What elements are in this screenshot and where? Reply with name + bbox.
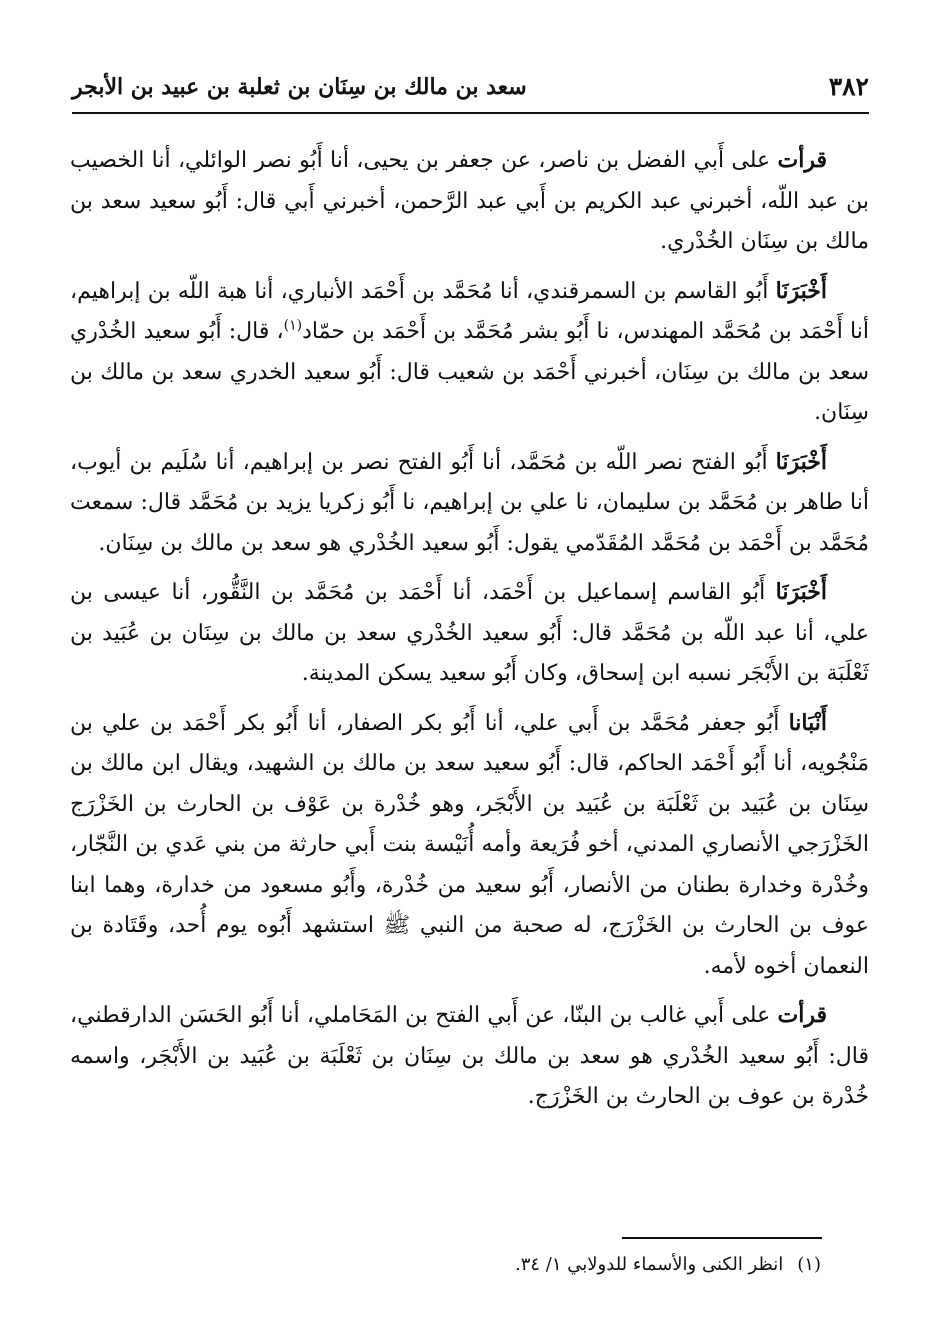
paragraph-text: أَبُو جعفر مُحَمَّد بن أَبي علي، أنا أَبُو بكر الصفار، أنا أَبُو بكر أَحْمَد بن علي بن مَنْجُويه، أنا أَبُو أَحْمَد الحاكم، قال: أَبُو سعيد سعد بن مالك بن الشهيد، ويقال ابن مالك بن سِنَان بن عُبَيد بن ثَعْلَبَة بن عُبَيد بن الأَبْجَر، وهو خُدْرة بن عَوْف بن الحارث بن الخَزْرَج الخَزْرَجي الأنصاري المدني، أخو فُرَيعة وأمه أُنَيْسة بنت أَبي حارثة من بني عَدي بن النَّجّار، وخُدْرة وخدارة بطنان من الأنصار، أَبُو سعيد من خُدْرة، وأَبُو مسعود من خدارة، وهما ابنا عوف بن الحارث بن الخَزْرَج، له صحبة من النبي ﷺ استشهد أَبُوه يوم أُحد، وقَتَادة بن النعمان أخوه لأمه.: [70, 710, 869, 979]
footnote-reference[interactable]: (١): [283, 317, 303, 334]
paragraph-lead-word: أَخْبَرَنَا: [775, 277, 827, 304]
paragraph-lead-word: أَخْبَرَنَا: [775, 579, 827, 605]
paragraph-text: أَبُو الفتح نصر اللّه بن مُحَمَّد، أنا أَبُو الفتح نصر بن إبراهيم، أنا سُلَيم بن أيوب، أنا طاهر بن مُحَمَّد بن سليمان، نا علي بن إبراهيم، نا أَبُو زكريا يزيد بن مُحَمَّد قال: سمعت مُحَمَّد بن أَحْمَد بن مُحَمَّد المُقَدّمي يقول: أَبُو سعيد الخُدْري هو سعد بن مالك بن سِنَان.: [70, 449, 869, 556]
page-header: [72, 60, 869, 110]
paragraph-text: على أَبي الفضل بن ناصر، عن جعفر بن يحيى، أنا أَبُو نصر الوائلي، أنا الخصيب بن عبد اللّه، أخبرني عبد الكريم بن أَبي عبد الرَّحمن، أخبرني أَبي قال: أَبُو سعيد سعد بن مالك بن سِنَان الخُدْري.: [70, 148, 869, 254]
paragraph: [70, 572, 869, 695]
paragraph-text: أَبُو القاسم بن السمرقندي، أنا مُحَمَّد بن أَحْمَد الأنباري، أنا هبة اللّه بن إبراهيم، أنا أَحْمَد بن مُحَمَّد المهندس، نا أَبُو بشر مُحَمَّد بن أَحْمَد بن حمّاد: [70, 278, 869, 344]
footnote-number: (١): [797, 1254, 821, 1275]
header-divider: [72, 112, 869, 114]
paragraph-text-continued: ، قال: أَبُو سعيد الخُدْري سعد بن مالك بن سِنَان، أخبرني أَحْمَد بن شعيب قال: أَبُو سعيد الخدري سعد بن مالك بن سِنَان.: [70, 319, 869, 425]
paragraph-lead-word: قرأت: [777, 1002, 827, 1028]
main-text: [70, 140, 869, 1126]
footnote-divider: [622, 1237, 822, 1239]
footnote: [515, 1254, 821, 1275]
paragraph-lead-word: قرأت: [777, 147, 827, 173]
paragraph-lead-word: أَخْبَرَنَا: [775, 448, 827, 475]
paragraph-text: أَبُو القاسم إسماعيل بن أَحْمَد، أنا أَحْمَد بن مُحَمَّد بن النَّقُّور، أنا عيسى بن علي، أنا عبد اللّه بن مُحَمَّد قال: أَبُو سعيد الخُدْري سعد بن مالك بن سِنَان بن عُبَيد بن ثَعْلَبَة بن الأَبْجَر نسبه ابن إسحاق، وكان أَبُو سعيد يسكن المدينة.: [70, 580, 869, 686]
paragraph: [70, 995, 869, 1118]
page-number: ٣٨٢: [828, 72, 869, 101]
paragraph: [70, 442, 869, 565]
paragraph: [70, 703, 869, 988]
paragraph-text: على أَبي غالب بن البنّا، عن أَبي الفتح بن المَحَاملي، أنا أَبُو الحَسَن الدارقطني، قال: أَبُو سعيد الخُدْري هو سعد بن مالك بن سِنَان بن ثَعْلَبَة بن عُبَيد بن الأَبْجَر، واسمه خُدْرة بن عوف بن الحارث بن الخَزْرَج.: [70, 1003, 869, 1109]
footnote-text: انظر الكنى والأسماء للدولابي ١/ ٣٤.: [515, 1254, 784, 1275]
paragraph: [70, 140, 869, 263]
paragraph-lead-word: أَنْبَانا: [788, 709, 827, 736]
paragraph: [70, 271, 869, 434]
running-title: سعد بن مالك بن سِنَان بن ثعلبة بن عبيد بن الأبجر: [72, 74, 527, 100]
